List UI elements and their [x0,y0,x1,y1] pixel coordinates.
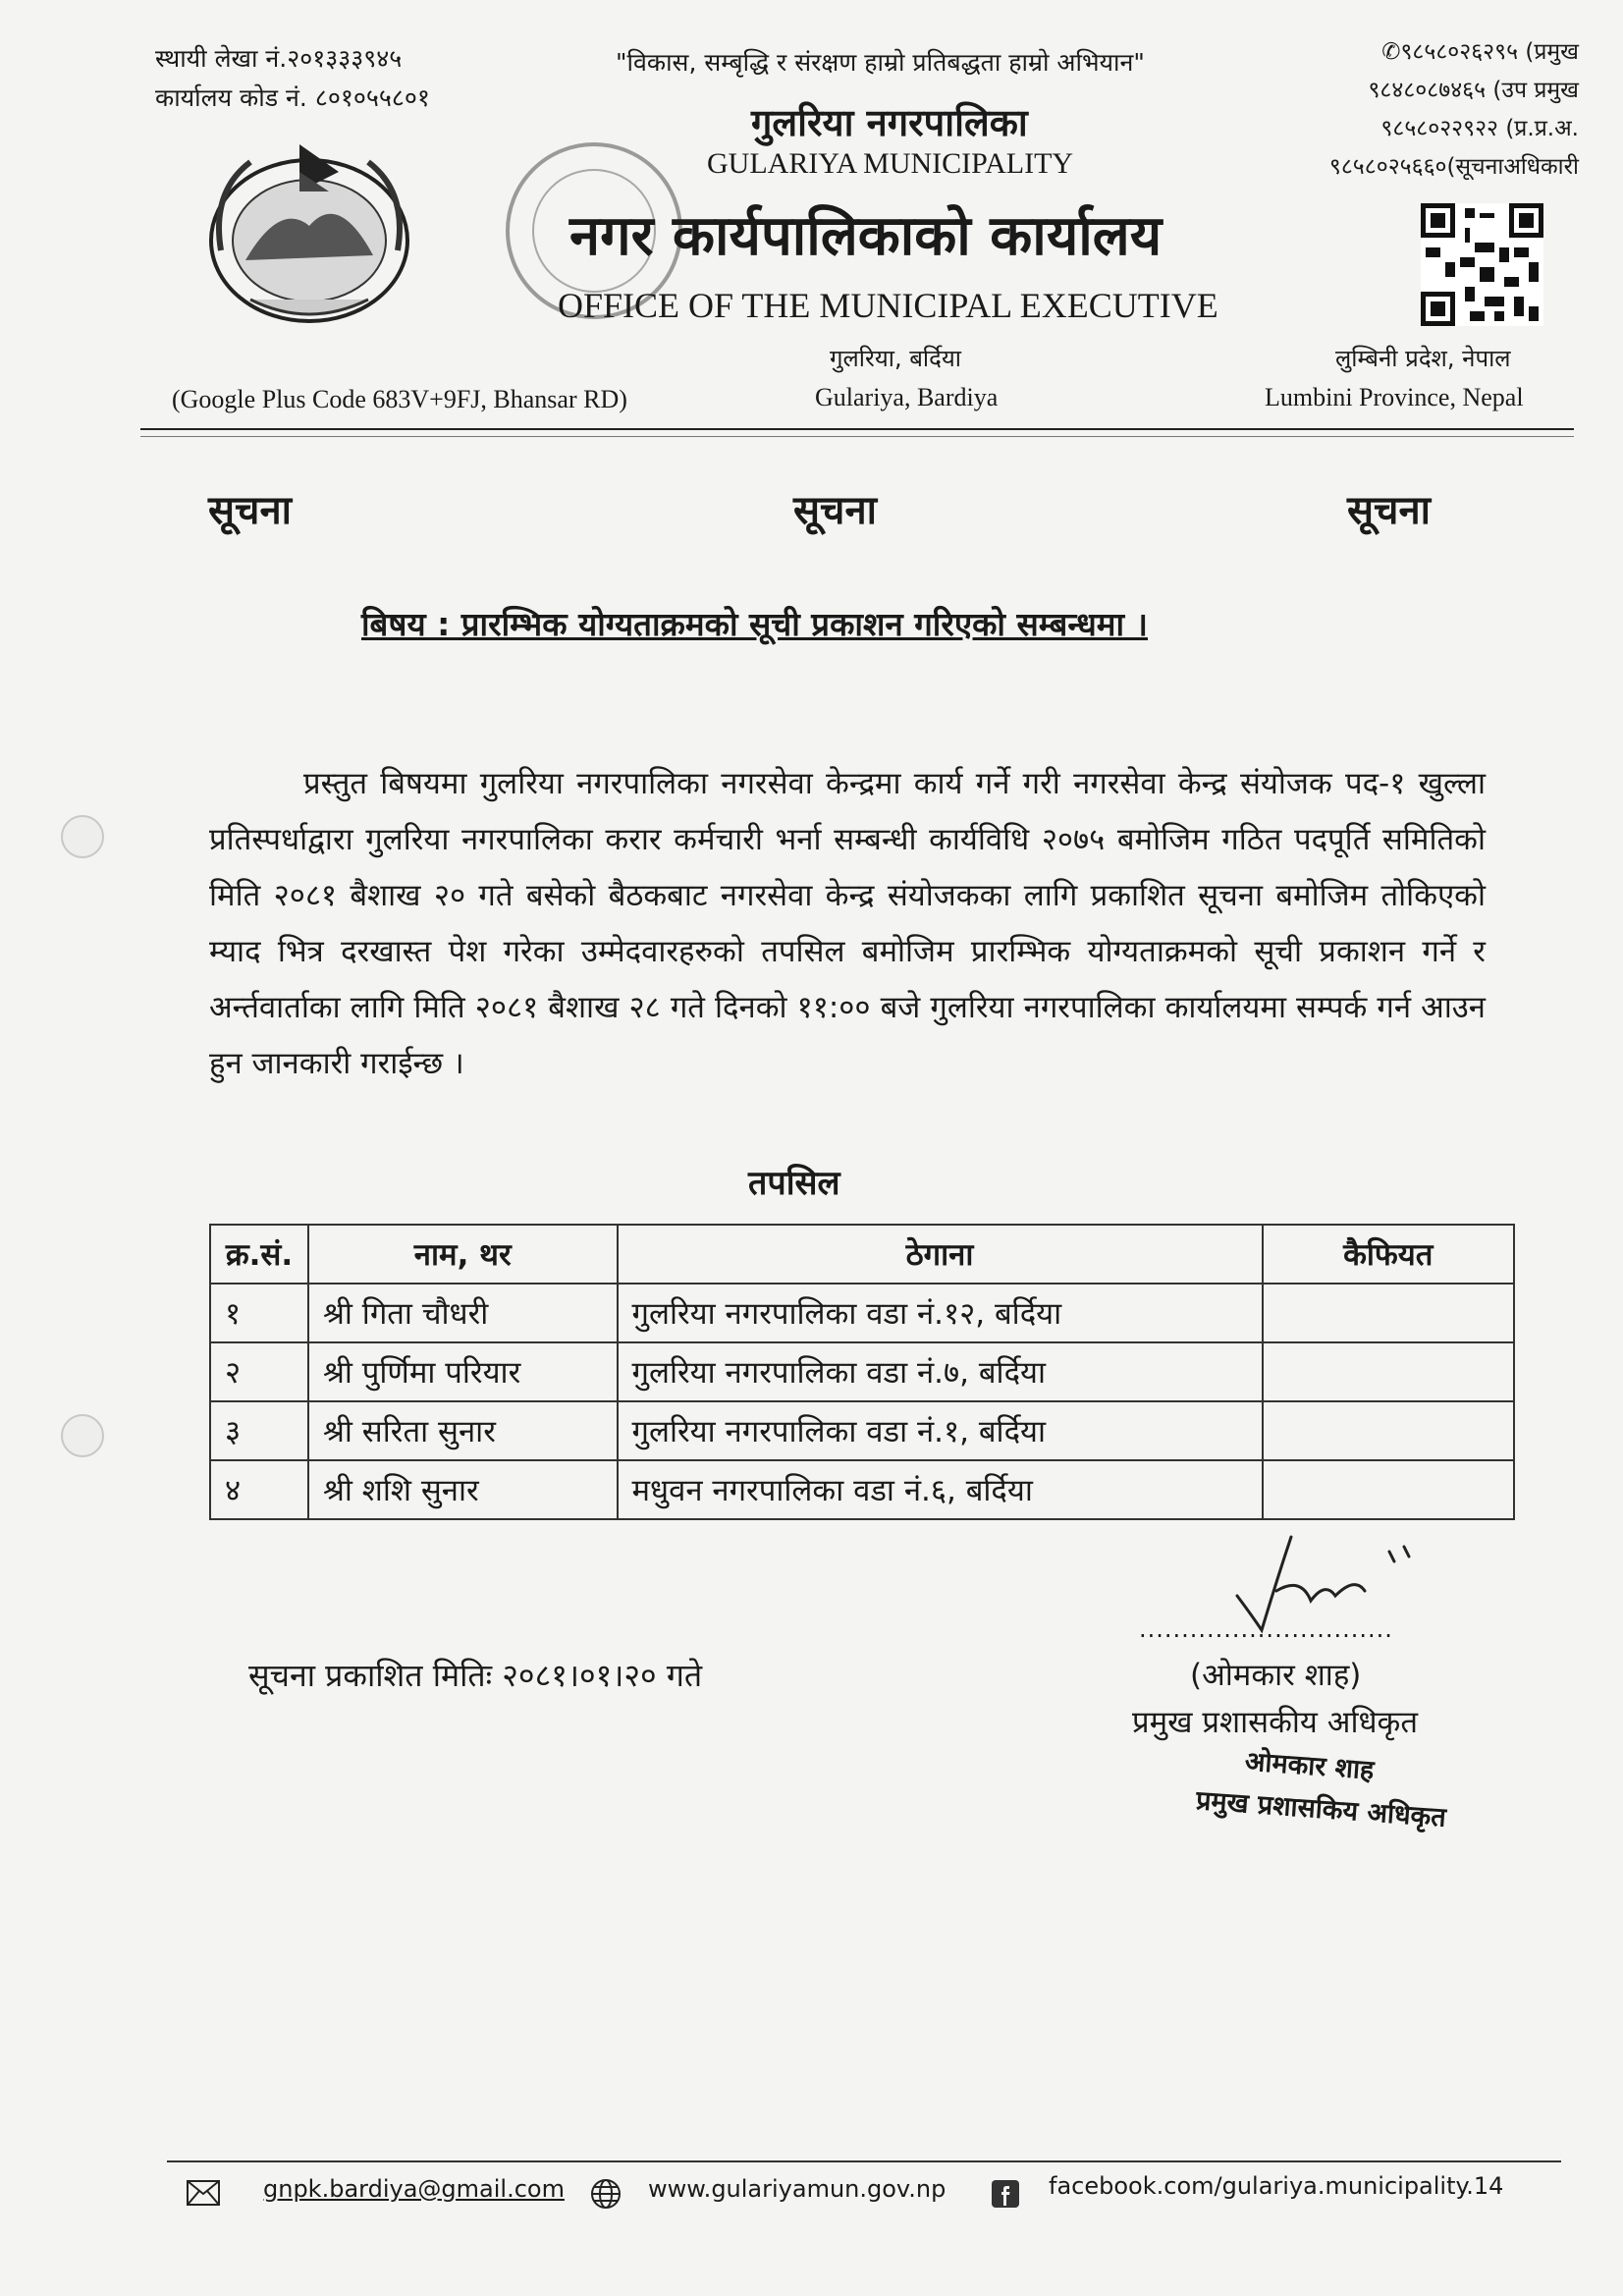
cell-remarks [1263,1284,1514,1342]
footer-divider [167,2160,1561,2162]
phone-cao: ९८५८०२२९२२ (प्र.प्र.अ. [1380,116,1579,141]
cell-remarks [1263,1401,1514,1460]
website-link[interactable]: www.gulariyamun.gov.np [648,2175,947,2203]
nepal-emblem [191,133,427,329]
phone-mayor: ✆९८५८०२६२९५ (प्रमुख [1381,39,1579,65]
cell-name: श्री सरिता सुनार [308,1401,618,1460]
facebook-icon [992,2180,1019,2208]
table-title: तपसिल [748,1164,840,1203]
slogan: "विकास, सम्बृद्धि र संरक्षण हाम्रो प्रतिबद्धता हाम्रो अभियान" [616,48,1145,77]
plus-code: (Google Plus Code 683V+9FJ, Bhansar RD) [172,385,627,413]
globe-icon [590,2178,622,2210]
punch-hole-bottom [61,1414,104,1457]
table-header-row [210,1225,1514,1284]
rubber-stamp-name: ओमकार शाह [1243,1746,1376,1786]
office-name-en: OFFICE OF THE MUNICIPAL EXECUTIVE [558,286,1218,325]
account-number: स्थायी लेखा नं.२०१३३३९४५ [155,44,403,73]
cell-serial: १ [210,1284,308,1342]
signatory-name: (ओमकार शाह) [1190,1658,1362,1693]
cell-name: श्री गिता चौधरी [308,1284,618,1342]
cell-serial: ४ [210,1460,308,1519]
cell-address: गुलरिया नगरपालिका वडा नं.१२, बर्दिया [618,1284,1263,1342]
col-address: ठेगाना [618,1225,1263,1284]
envelope-icon [187,2180,220,2206]
cell-address: गुलरिया नगरपालिका वडा नं.७, बर्दिया [618,1342,1263,1401]
punch-hole-top [61,815,104,858]
cell-remarks [1263,1342,1514,1401]
signatory-title: प्रमुख प्रशासकीय अधिकृत [1132,1705,1419,1740]
phone-deputy-mayor: ९८४८०८७४६५ (उप प्रमुख [1368,78,1579,103]
notice-heading-center: सूचना [793,488,877,533]
col-remarks: कैफियत [1263,1225,1514,1284]
table-row [210,1284,1514,1342]
col-serial: क्र.सं. [210,1225,308,1284]
qr-code[interactable] [1421,203,1543,326]
municipality-name-np: गुलरिया नगरपालिका [751,101,1028,144]
facebook-link[interactable]: facebook.com/gulariya.municipality.14 [1049,2172,1504,2200]
office-name-np: नगर कार्यपालिकाको कार्यालय [569,204,1163,268]
cell-serial: २ [210,1342,308,1401]
phone-info-officer: ९८५८०२५६६०(सूचनाअधिकारी [1328,154,1579,180]
header-divider-thin [140,436,1574,437]
office-code: कार्यालय कोड नं. ८०१०५५८०१ [155,83,430,112]
table-row [210,1460,1514,1519]
candidate-table [209,1224,1515,1520]
signature-line: .............................. [1139,1615,1393,1643]
location-np: गुलरिया, बर्दिया [830,345,962,372]
table-row [210,1401,1514,1460]
subject-line: बिषय : प्रारम्भिक योग्यताक्रमको सूची प्रकाशन गरिएको सम्बन्धमा । [361,605,1149,643]
province-en: Lumbini Province, Nepal [1265,383,1524,411]
cell-address: गुलरिया नगरपालिका वडा नं.१, बर्दिया [618,1401,1263,1460]
cell-name: श्री पुर्णिमा परियार [308,1342,618,1401]
cell-name: श्री शशि सुनार [308,1460,618,1519]
cell-remarks [1263,1460,1514,1519]
header-divider [140,428,1574,430]
email-link[interactable]: gnpk.bardiya@gmail.com [263,2175,565,2203]
table-row [210,1342,1514,1401]
notice-heading-left: सूचना [208,488,292,533]
notice-heading-right: सूचना [1347,488,1431,533]
province-np: लुम्बिनी प्रदेश, नेपाल [1335,345,1511,372]
published-date: सूचना प्रकाशित मितिः २०८१।०१।२० गते [248,1657,703,1694]
notice-body: प्रस्तुत बिषयमा गुलरिया नगरपालिका नगरसेवा केन्द्रमा कार्य गर्ने गरी नगरसेवा केन्द्र संयोजक पद-१ खुल्ला प्रतिस्पर्धाद्वारा गुलरिया नगरपालिका करार कर्मचारी भर्ना सम्बन्धी कार्यविधि २०७५ बमोजिम गठित पदपूर्ति समितिको मिति २०८१ बैशाख २० गते बसेको बैठकबाट नगरसेवा केन्द्र संयोजकका लागि प्रकाशित सूचना बमोजिम तोकिएको म्याद भित्र दरखास्त पेश गरेका उम्मेदवारहरुको तपसिल बमोजिम प्रारम्भिक योग्यताक्रमको सूची प्रकाशन गर्ने र अर्न्तवार्ताका लागि मिति २०८१ बैशाख २८ गते दिनको ११:०० बजे गुलरिया नगरपालिका कार्यालयमा सम्पर्क गर्न आउन हुन जानकारी गराईन्छ । [209,766,1486,1081]
municipality-name-en: GULARIYA MUNICIPALITY [707,147,1074,180]
col-name: नाम, थर [308,1225,618,1284]
rubber-stamp-title: प्रमुख प्रशासकिय अधिकृत [1195,1785,1447,1833]
cell-serial: ३ [210,1401,308,1460]
location-en: Gulariya, Bardiya [815,383,999,411]
cell-address: मधुवन नगरपालिका वडा नं.६, बर्दिया [618,1460,1263,1519]
phone-list [1245,33,1579,187]
